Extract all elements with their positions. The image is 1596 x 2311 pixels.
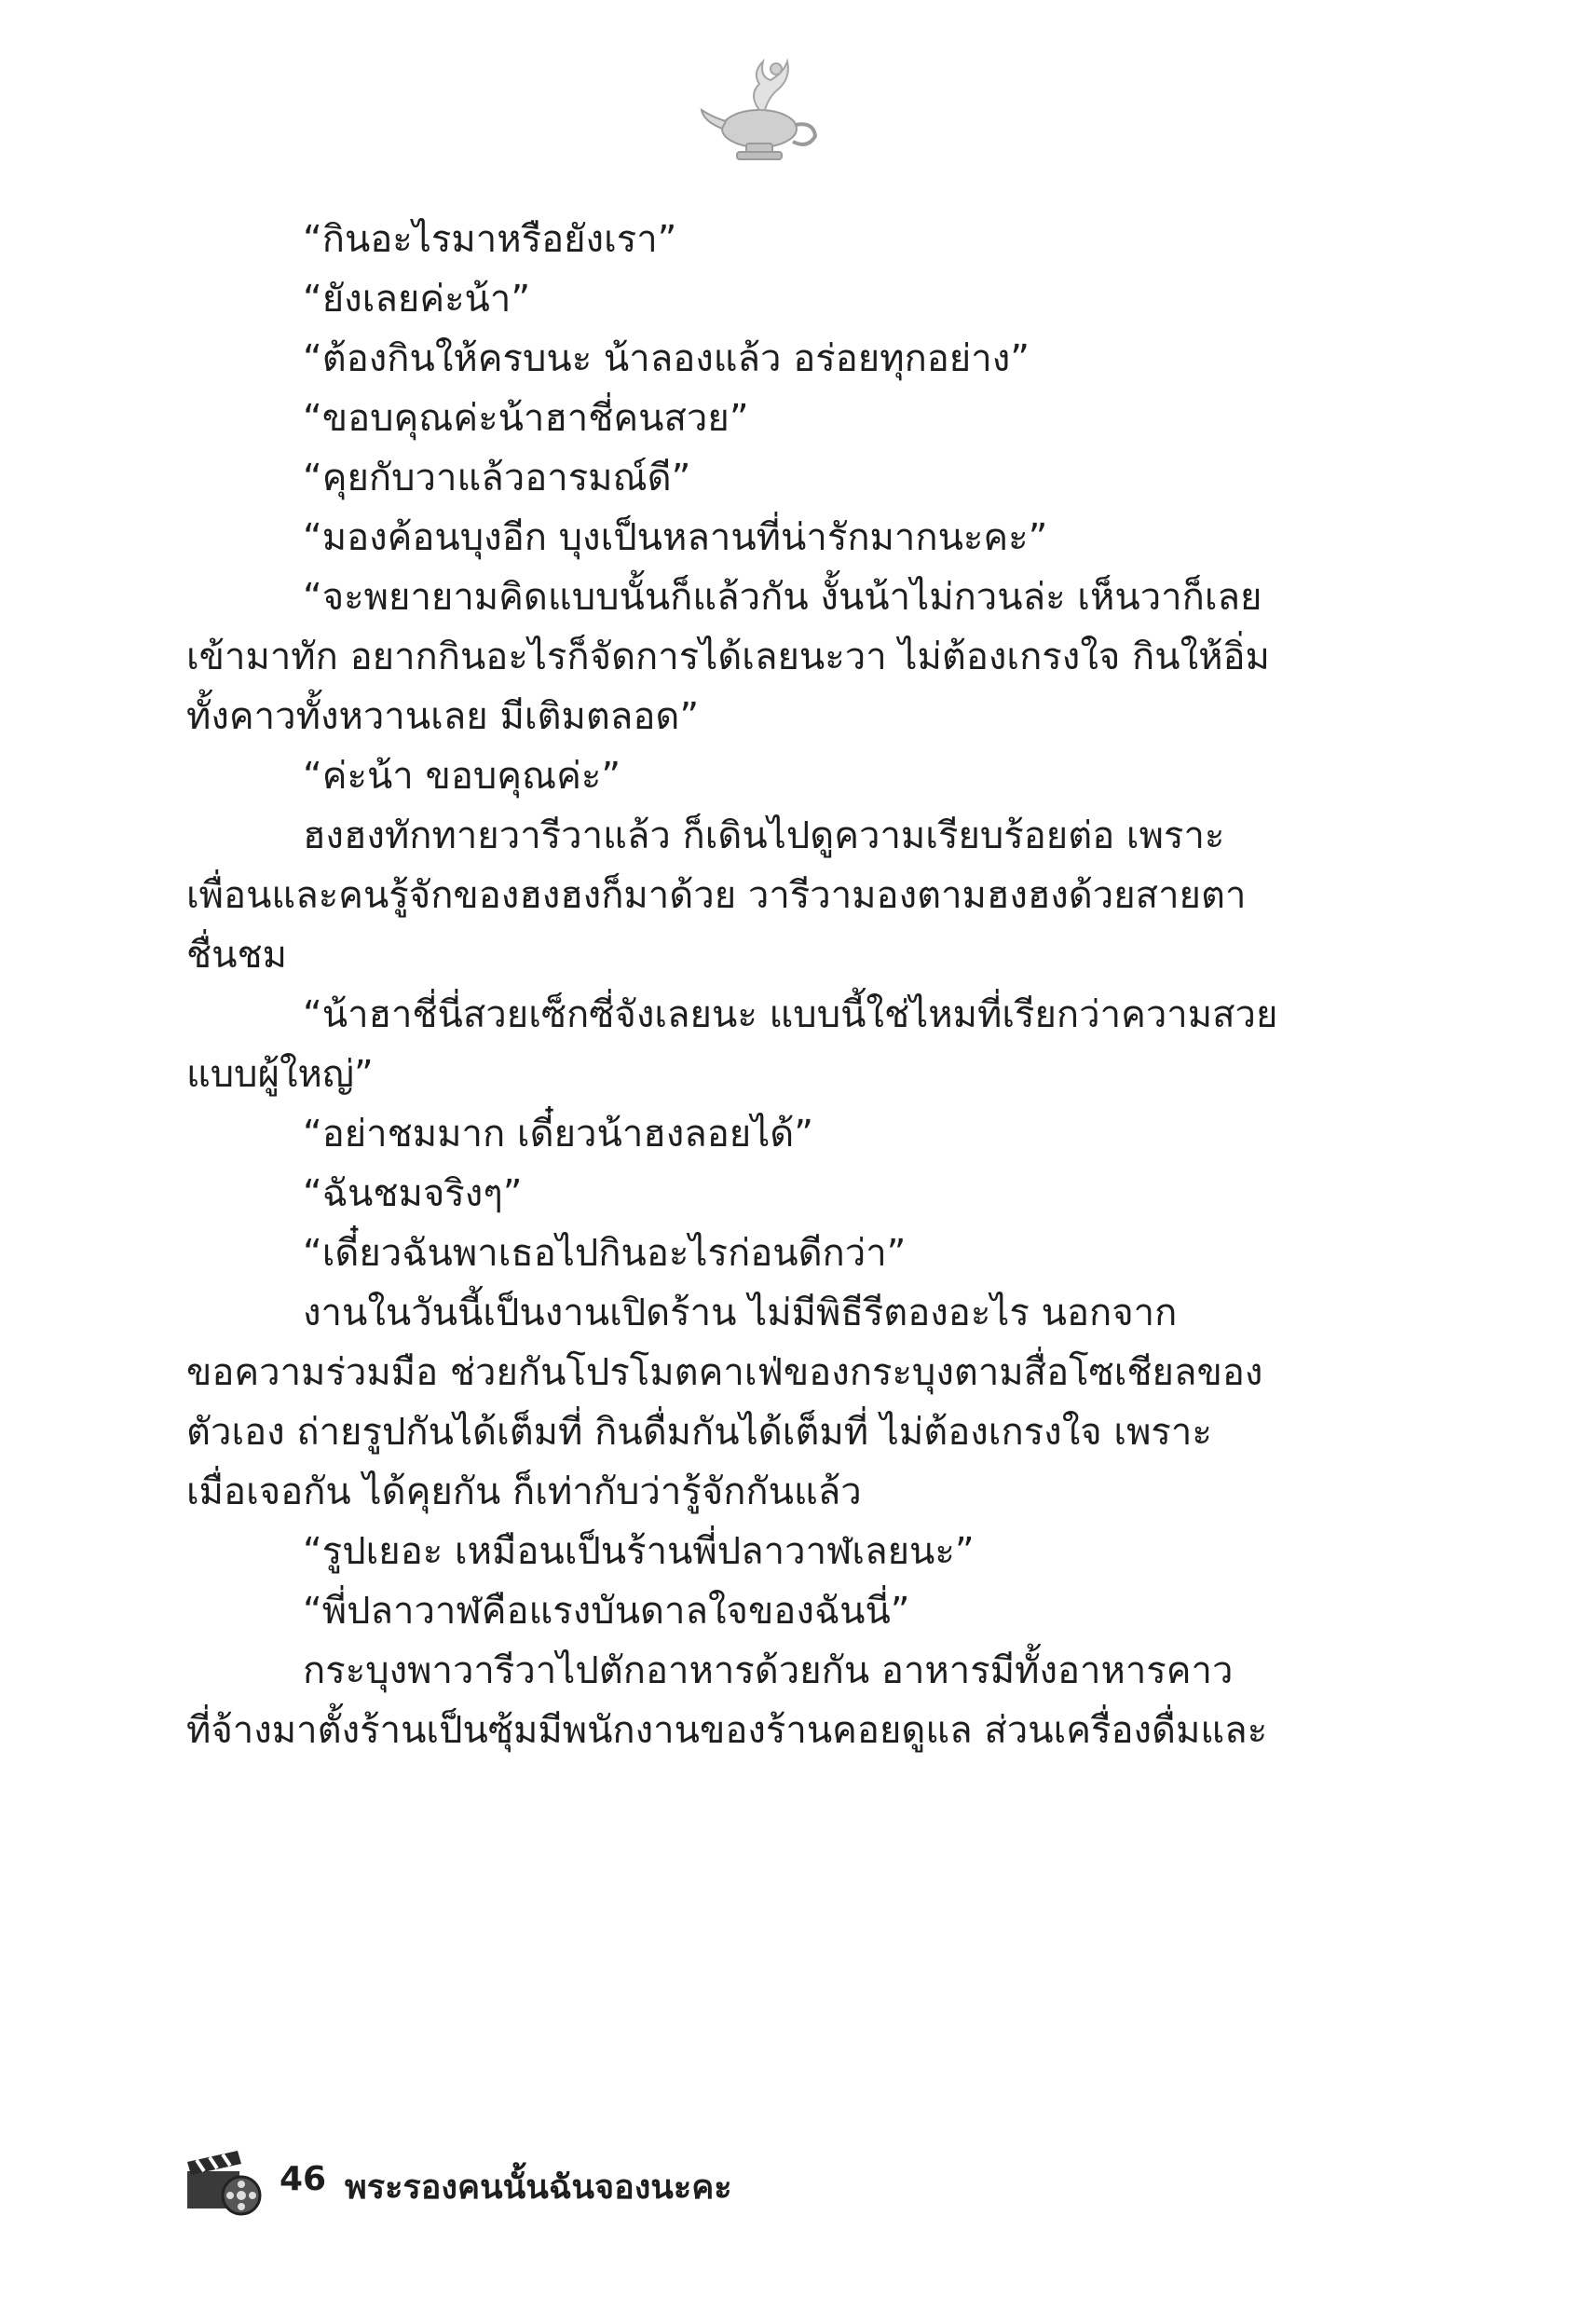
- paragraph-line: “คุยกับวาแล้วอารมณ์ดี”: [303, 457, 691, 499]
- paragraph-line: “ขอบคุณค่ะน้าฮาชี่คนสวย”: [303, 397, 749, 440]
- chapter-body-text: [186, 210, 1332, 1760]
- paragraph-line: “น้าฮาชี่นี่สวยเซ็กซี่จังเลยนะ แบบนี้ใช่ไหมที่เรียกว่าความสวย: [303, 993, 1278, 1036]
- genie-lamp-icon: [694, 56, 825, 163]
- paragraph-line: เพื่อนและคนรู้จักของฮงฮงก็มาด้วย วารีวามองตามฮงฮงด้วยสายตา: [186, 874, 1247, 917]
- paragraph-line: “อย่าชมมาก เดี๋ยวน้าฮงลอยได้”: [303, 1113, 814, 1156]
- paragraph-line: “กินอะไรมาหรือยังเรา”: [303, 218, 677, 261]
- paragraph-line: ตัวเอง ถ่ายรูปกันได้เต็มที่ กินดื่มกันได้เต็มที่ ไม่ต้องเกรงใจ เพราะ: [186, 1411, 1212, 1454]
- paragraph-line: “ฉันชมจริงๆ”: [303, 1172, 523, 1215]
- paragraph-line: กระบุงพาวารีวาไปตักอาหารด้วยกัน อาหารมีทั้งอาหารคาว: [303, 1649, 1234, 1692]
- paragraph-line: “พี่ปลาวาฬคือแรงบันดาลใจของฉันนี่”: [303, 1590, 910, 1633]
- paragraph-line: ฮงฮงทักทายวารีวาแล้ว ก็เดินไปดูความเรียบร้อยต่อ เพราะ: [303, 814, 1225, 857]
- paragraph-line: “ต้องกินให้ครบนะ น้าลองแล้ว อร่อยทุกอย่าง”: [303, 337, 1030, 380]
- page-number: 46: [280, 2160, 327, 2198]
- paragraph-line: ชื่นชม: [186, 934, 288, 977]
- paragraph-line: “ค่ะน้า ขอบคุณค่ะ”: [303, 755, 621, 798]
- paragraph-line: “มองค้อนบุงอีก บุงเป็นหลานที่น่ารักมากนะคะ”: [303, 516, 1048, 559]
- paragraph-line: ขอความร่วมมือ ช่วยกันโปรโมตคาเฟ่ของกระบุงตามสื่อโซเชียลของ: [186, 1351, 1263, 1394]
- paragraph-line: “ยังเลยค่ะน้า”: [303, 278, 531, 321]
- paragraph-line: “เดี๋ยวฉันพาเธอไปกินอะไรก่อนดีกว่า”: [303, 1232, 907, 1275]
- page-footer: [182, 2143, 1020, 2218]
- paragraph-line: ที่จ้างมาตั้งร้านเป็นซุ้มมีพนักงานของร้านคอยดูแล ส่วนเครื่องดื่มและ: [186, 1709, 1268, 1752]
- book-title: พระรองคนนั้นฉันจองนะคะ: [345, 2168, 732, 2207]
- film-reel-clapperboard-icon: [182, 2143, 266, 2218]
- paragraph-line: ทั้งคาวทั้งหวานเลย มีเติมตลอด”: [186, 695, 700, 738]
- paragraph-line: แบบผู้ใหญ่”: [186, 1053, 374, 1096]
- paragraph-line: เมื่อเจอกัน ได้คุยกัน ก็เท่ากับว่ารู้จักกันแล้ว: [186, 1470, 862, 1513]
- paragraph-line: “รูปเยอะ เหมือนเป็นร้านพี่ปลาวาฬเลยนะ”: [303, 1530, 975, 1573]
- paragraph-line: งานในวันนี้เป็นงานเปิดร้าน ไม่มีพิธีรีตองอะไร นอกจาก: [303, 1292, 1178, 1334]
- paragraph-line: “จะพยายามคิดแบบนั้นก็แล้วกัน งั้นน้าไม่กวนล่ะ เห็นวาก็เลย: [303, 576, 1262, 619]
- paragraph-line: เข้ามาทัก อยากกินอะไรก็จัดการได้เลยนะวา ไม่ต้องเกรงใจ กินให้อิ่ม: [186, 636, 1270, 678]
